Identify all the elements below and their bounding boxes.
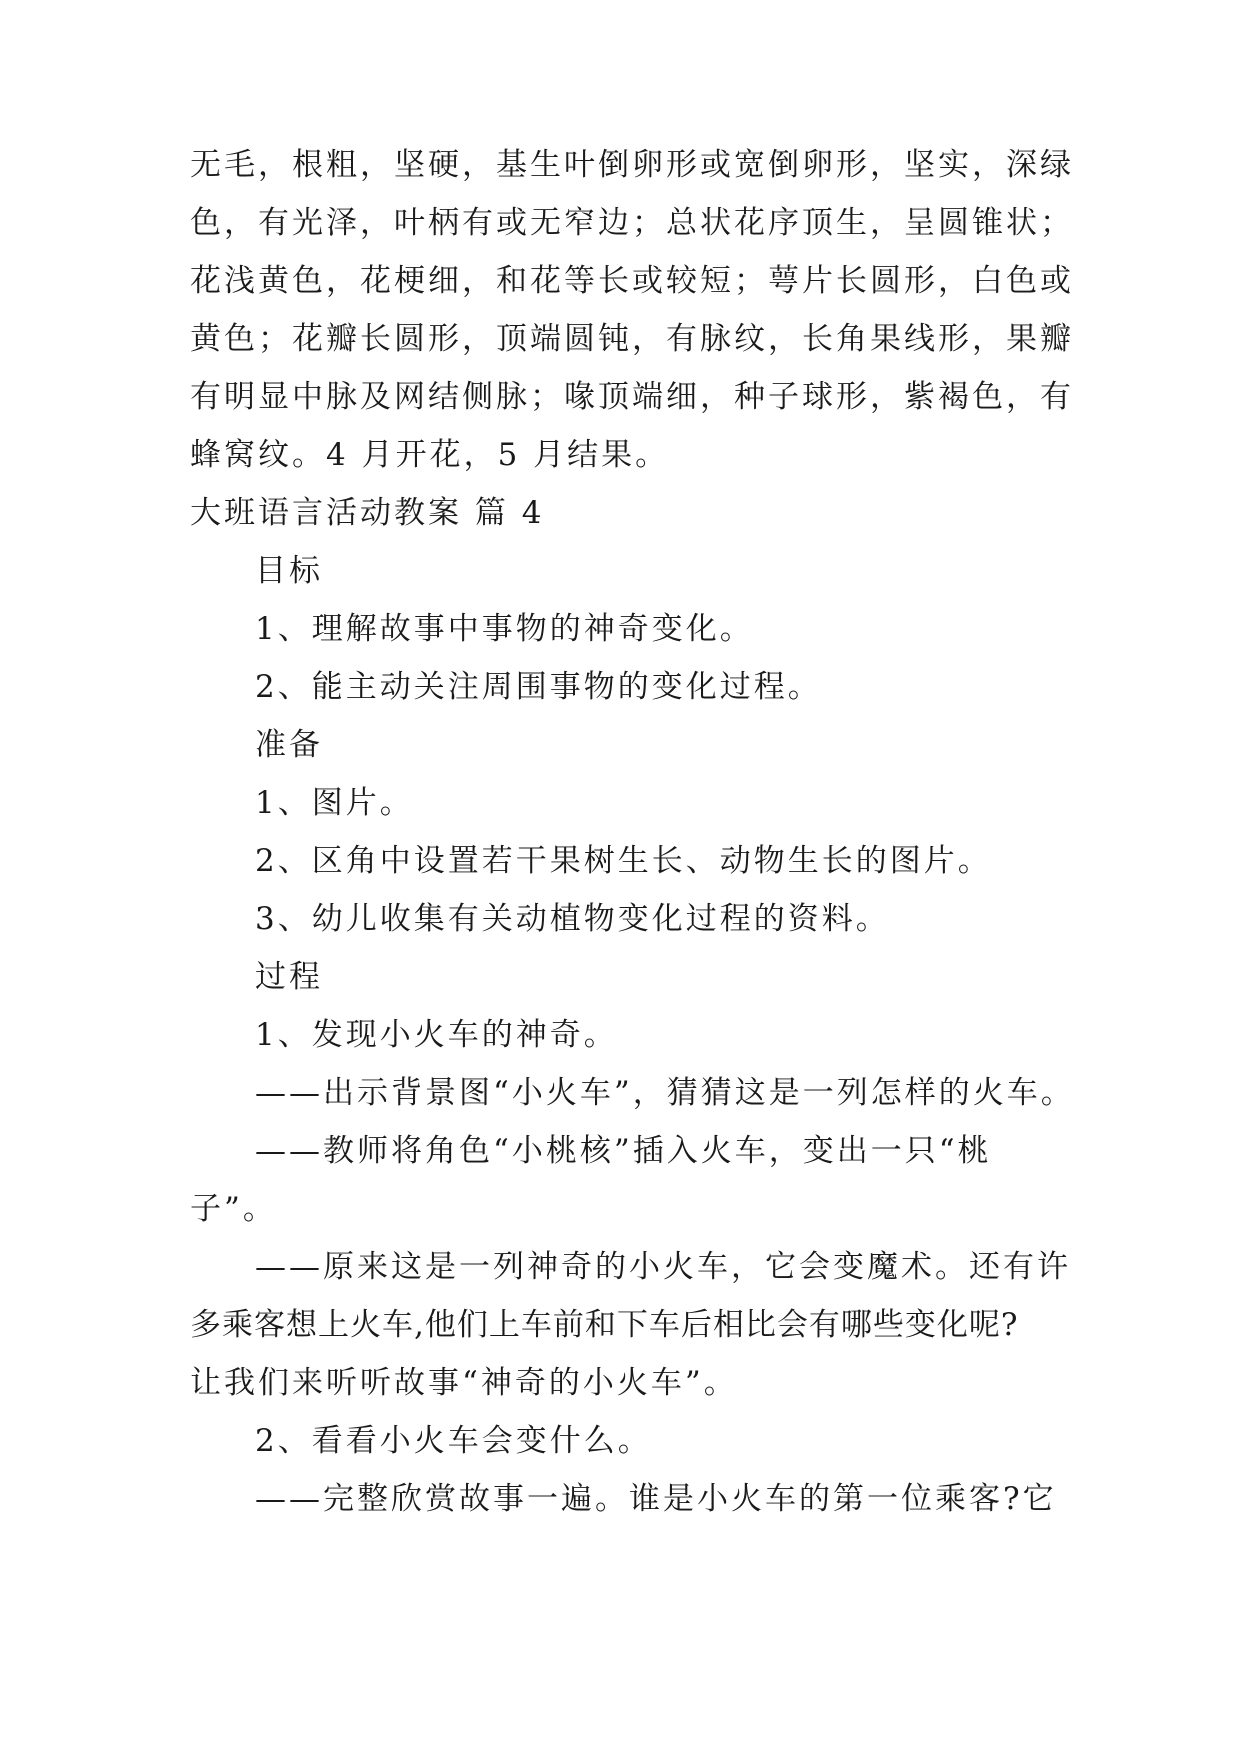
paragraph-line: 花浅黄色，花梗细，和花等长或较短；萼片长圆形，白色或	[190, 263, 1074, 299]
subheading-process: 过程	[255, 959, 323, 995]
paragraph-line: 色，有光泽，叶柄有或无窄边；总状花序顶生，呈圆锥状；	[190, 205, 1074, 241]
list-item: 1、发现小火车的神奇。	[255, 1017, 618, 1053]
paragraph-line: 蜂窝纹。4 月开花，5 月结果。	[190, 437, 670, 473]
list-item: 2、能主动关注周围事物的变化过程。	[255, 669, 822, 705]
paragraph-line: 有明显中脉及网结侧脉；喙顶端细，种子球形，紫褐色，有	[190, 379, 1074, 415]
list-item: 3、幼儿收集有关动植物变化过程的资料。	[255, 901, 890, 937]
subheading-goals: 目标	[255, 553, 323, 589]
paragraph-line: 让我们来听听故事“神奇的小火车”。	[190, 1365, 738, 1401]
paragraph-line: ——原来这是一列神奇的小火车，它会变魔术。还有许	[255, 1249, 1071, 1285]
paragraph-line: 无毛，根粗，坚硬，基生叶倒卵形或宽倒卵形，坚实，深绿	[190, 147, 1074, 183]
list-item: 2、区角中设置若干果树生长、动物生长的图片。	[255, 843, 992, 879]
paragraph-line: ——完整欣赏故事一遍。谁是小火车的第一位乘客?它	[255, 1481, 1057, 1517]
list-item: 1、理解故事中事物的神奇变化。	[255, 611, 754, 647]
paragraph-line: ——教师将角色“小桃核”插入火车，变出一只“桃	[255, 1133, 992, 1169]
paragraph-line: 多乘客想上火车,他们上车前和下车后相比会有哪些变化呢?	[190, 1307, 1019, 1343]
paragraph-line: 黄色；花瓣长圆形，顶端圆钝，有脉纹，长角果线形，果瓣	[190, 321, 1074, 357]
subheading-preparation: 准备	[255, 727, 323, 763]
paragraph-line: 子”。	[190, 1191, 277, 1227]
list-item: 2、看看小火车会变什么。	[255, 1423, 652, 1459]
paragraph-line: ——出示背景图“小火车”，猜猜这是一列怎样的火车。	[255, 1075, 1075, 1111]
list-item: 1、图片。	[255, 785, 414, 821]
section-heading: 大班语言活动教案 篇 4	[190, 495, 545, 531]
